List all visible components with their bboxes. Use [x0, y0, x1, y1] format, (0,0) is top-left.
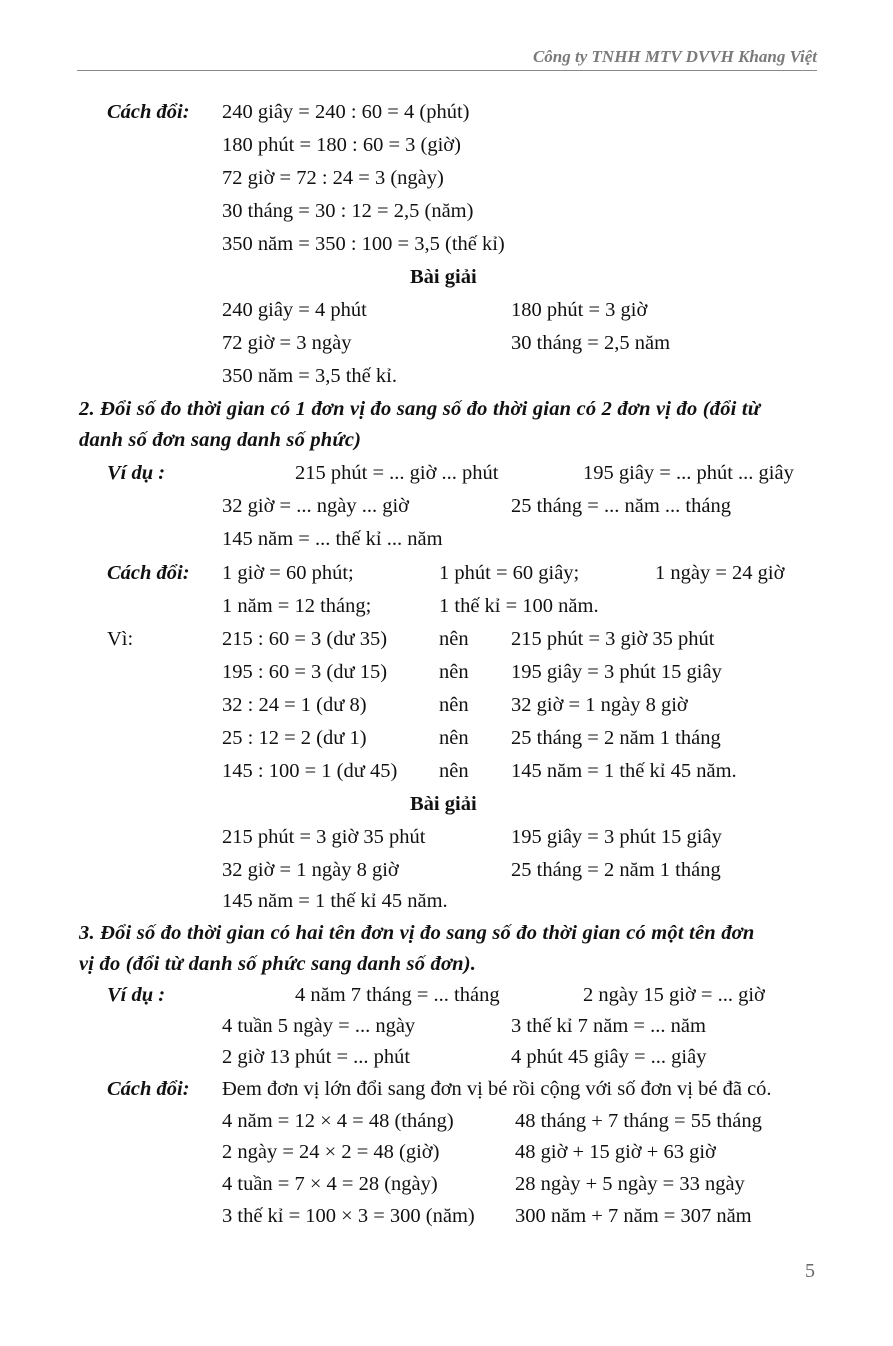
because-result: 145 năm = 1 thế kỉ 45 năm.: [511, 760, 737, 782]
method-item: 1 năm = 12 tháng;: [222, 595, 372, 617]
example-item: 2 ngày 15 giờ = ... giờ: [583, 984, 765, 1006]
solution-item: 180 phút = 3 giờ: [511, 299, 648, 321]
example-item: 195 giây = ... phút ... giây: [583, 462, 794, 484]
method-result: 48 tháng + 7 tháng = 55 tháng: [515, 1110, 762, 1132]
method-line: 350 năm = 350 : 100 = 3,5 (thế kỉ): [222, 233, 505, 255]
because-so: nên: [439, 760, 469, 782]
example-label: Ví dụ :: [107, 462, 166, 484]
publisher-name: Công ty TNHH MTV DVVH Khang Việt: [532, 47, 817, 66]
solution-title: Bài giải: [410, 266, 477, 288]
header-divider: [77, 70, 817, 71]
method-item: 1 phút = 60 giây;: [439, 562, 580, 584]
solution-item: 30 tháng = 2,5 năm: [511, 332, 671, 354]
because-label: Vì:: [107, 628, 134, 650]
because-result: 215 phút = 3 giờ 35 phút: [511, 628, 715, 650]
solution-item: 240 giây = 4 phút: [222, 299, 367, 321]
because-so: nên: [439, 727, 469, 749]
method-calc: 3 thế kỉ = 100 × 3 = 300 (năm): [222, 1205, 475, 1227]
solution-item: 195 giây = 3 phút 15 giây: [511, 826, 722, 848]
because-calc: 145 : 100 = 1 (dư 45): [222, 760, 398, 782]
example-item: 32 giờ = ... ngày ... giờ: [222, 495, 409, 517]
solution-item: 25 tháng = 2 năm 1 tháng: [511, 859, 721, 881]
because-so: nên: [439, 661, 469, 683]
example-item: 215 phút = ... giờ ... phút: [295, 462, 499, 484]
method-result: 48 giờ + 15 giờ + 63 giờ: [515, 1141, 716, 1163]
solution-item: 32 giờ = 1 ngày 8 giờ: [222, 859, 399, 881]
example-label: Ví dụ :: [107, 984, 166, 1006]
solution-item: 145 năm = 1 thế kỉ 45 năm.: [222, 890, 448, 912]
method-line: 30 tháng = 30 : 12 = 2,5 (năm): [222, 200, 474, 222]
solution-item: 350 năm = 3,5 thế kỉ.: [222, 365, 397, 387]
because-result: 25 tháng = 2 năm 1 tháng: [511, 727, 721, 749]
method-calc: 4 năm = 12 × 4 = 48 (tháng): [222, 1110, 454, 1132]
example-item: 4 phút 45 giây = ... giây: [511, 1046, 707, 1068]
section-title: 2. Đổi số đo thời gian có 1 đơn vị đo sang số đo thời gian có 2 đơn vị đo (đổi từ: [79, 398, 761, 420]
section-title: 3. Đổi số đo thời gian có hai tên đơn vị đo sang số đo thời gian có một tên đơn: [79, 922, 755, 944]
method-intro: Đem đơn vị lớn đổi sang đơn vị bé rồi cộng với số đơn vị bé đã có.: [222, 1078, 772, 1100]
because-calc: 32 : 24 = 1 (dư 8): [222, 694, 367, 716]
solution-title: Bài giải: [410, 793, 477, 815]
example-item: 4 năm 7 tháng = ... tháng: [295, 984, 500, 1006]
because-so: nên: [439, 628, 469, 650]
because-calc: 215 : 60 = 3 (dư 35): [222, 628, 388, 650]
method-item: 1 giờ = 60 phút;: [222, 562, 354, 584]
method-calc: 4 tuần = 7 × 4 = 28 (ngày): [222, 1173, 438, 1195]
example-item: 25 tháng = ... năm ... tháng: [511, 495, 731, 517]
page-number: 5: [805, 1260, 815, 1282]
method-result: 300 năm + 7 năm = 307 năm: [515, 1205, 752, 1227]
example-item: 2 giờ 13 phút = ... phút: [222, 1046, 411, 1068]
method-label: Cách đổi:: [107, 562, 190, 584]
example-item: 4 tuần 5 ngày = ... ngày: [222, 1015, 416, 1037]
method-item: 1 ngày = 24 giờ: [655, 562, 785, 584]
method-item: 1 thế kỉ = 100 năm.: [439, 595, 599, 617]
because-so: nên: [439, 694, 469, 716]
solution-item: 72 giờ = 3 ngày: [222, 332, 352, 354]
example-item: 3 thế kỉ 7 năm = ... năm: [511, 1015, 706, 1037]
example-item: 145 năm = ... thế kỉ ... năm: [222, 528, 443, 550]
method-label: Cách đổi:: [107, 101, 190, 123]
solution-item: 215 phút = 3 giờ 35 phút: [222, 826, 426, 848]
because-result: 195 giây = 3 phút 15 giây: [511, 661, 722, 683]
method-line: 240 giây = 240 : 60 = 4 (phút): [222, 101, 470, 123]
method-label: Cách đổi:: [107, 1078, 190, 1100]
because-calc: 25 : 12 = 2 (dư 1): [222, 727, 367, 749]
section-title-cont: danh số đơn sang danh số phức): [79, 429, 362, 451]
because-calc: 195 : 60 = 3 (dư 15): [222, 661, 388, 683]
method-line: 180 phút = 180 : 60 = 3 (giờ): [222, 134, 461, 156]
section-title-cont: vị đo (đổi từ danh số phức sang danh số đơn).: [79, 953, 477, 975]
method-result: 28 ngày + 5 ngày = 33 ngày: [515, 1173, 745, 1195]
because-result: 32 giờ = 1 ngày 8 giờ: [511, 694, 688, 716]
method-line: 72 giờ = 72 : 24 = 3 (ngày): [222, 167, 444, 189]
method-calc: 2 ngày = 24 × 2 = 48 (giờ): [222, 1141, 440, 1163]
